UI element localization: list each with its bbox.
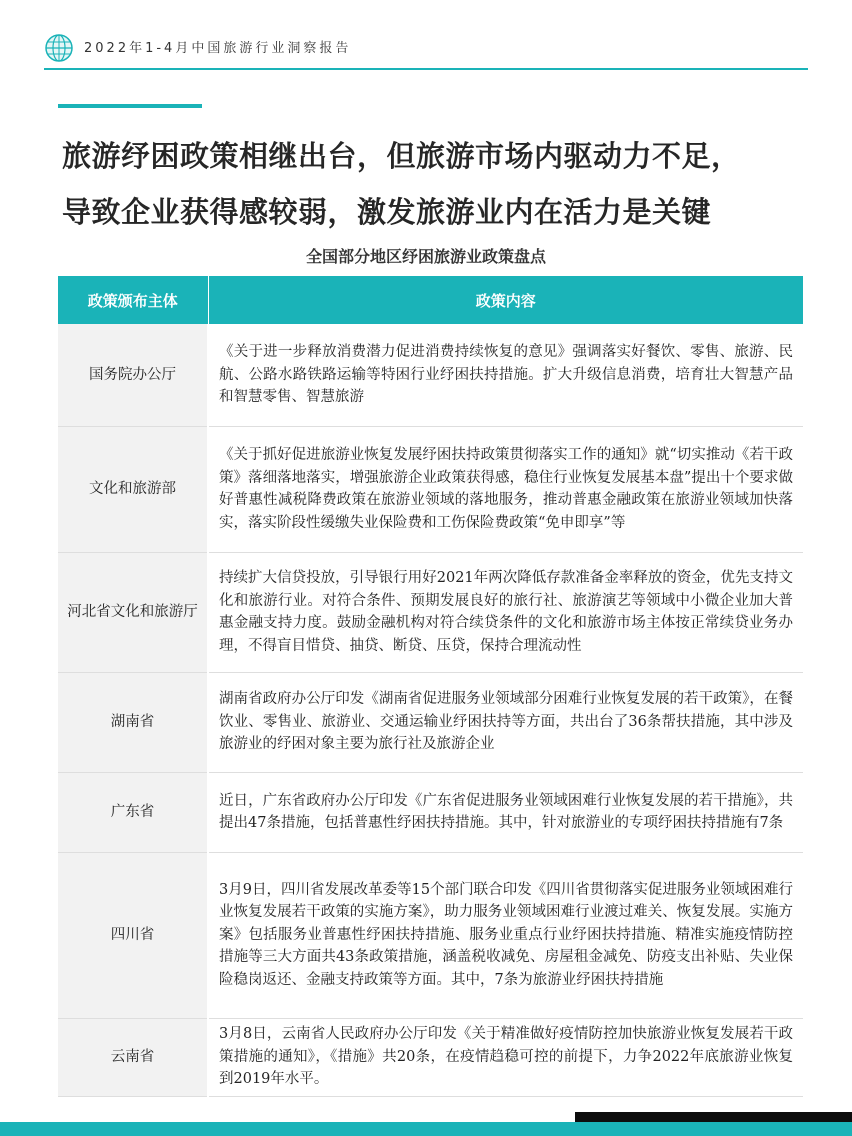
content-cell: 近日，广东省政府办公厅印发《广东省促进服务业领域困难行业恢复发展的若干措施》，共提出47条措施，包括普惠性纾困扶持措施。其中，针对旅游业的专项纾困扶持措施有7条 xyxy=(208,772,803,852)
table-row xyxy=(58,426,803,552)
content-cell: 3月8日，云南省人民政府办公厅印发《关于精准做好疫情防控加快旅游业恢复发展若干政策措施的通知》，《措施》共20条，在疫情趋稳可控的前提下，力争2022年底旅游业恢复到2019年水平。 xyxy=(208,1018,803,1096)
column-header-issuer: 政策颁布主体 xyxy=(58,276,208,324)
content-cell: 《关于进一步释放消费潜力促进消费持续恢复的意见》强调落实好餐饮、零售、旅游、民航、公路水路铁路运输等特困行业纾困扶持措施。扩大升级信息消费，培育壮大智慧产品和智慧零售、智慧旅游 xyxy=(208,324,803,426)
header-divider xyxy=(44,68,808,70)
report-title: 2022年1-4月中国旅游行业洞察报告 xyxy=(84,41,352,56)
content-cell: 湖南省政府办公厅印发《湖南省促进服务业领域部分困难行业恢复发展的若干政策》，在餐饮业、零售业、旅游业、交通运输业纾困扶持等方面，共出台了36条帮扶措施，其中涉及旅游业的纾困对象主要为旅行社及旅游企业 xyxy=(208,672,803,772)
issuer-cell: 国务院办公厅 xyxy=(58,324,208,426)
content-cell: 3月9日，四川省发展改革委等15个部门联合印发《四川省贯彻落实促进服务业领域困难行业恢复发展若干政策的实施方案》，助力服务业领域困难行业渡过难关、恢复发展。实施方案》包括服务业普惠性纾困扶持措施、服务业重点行业纾困扶持措施、精准实施疫情防控措施等三大方面共43条政策措施，涵盖税收减免、房屋租金减免、防疫支出补贴、失业保险稳岗返还、金融支持政策等方面。其中，7条为旅游业纾困扶持措施 xyxy=(208,852,803,1018)
column-header-content: 政策内容 xyxy=(208,276,803,324)
table-row xyxy=(58,324,803,426)
table-row xyxy=(58,672,803,772)
table-row xyxy=(58,852,803,1018)
headline-line-2: 导致企业获得感较弱，激发旅游业内在活力是关键 xyxy=(62,195,712,229)
footer-dark-bar xyxy=(575,1112,852,1122)
issuer-cell: 文化和旅游部 xyxy=(58,426,208,552)
issuer-cell: 云南省 xyxy=(58,1018,208,1096)
table-row xyxy=(58,552,803,672)
issuer-cell: 广东省 xyxy=(58,772,208,852)
footer-teal-bar xyxy=(0,1122,852,1136)
page-headline xyxy=(62,128,822,240)
globe-icon xyxy=(44,33,74,63)
table-header-row xyxy=(58,276,803,324)
content-cell: 《关于抓好促进旅游业恢复发展纾困扶持政策贯彻落实工作的通知》就“切实推动《若干政策》落细落地落实，增强旅游企业政策获得感，稳住行业恢复发展基本盘”提出十个要求做好普惠性减税降费政策在旅游业领域的落地服务，推动普惠金融政策在旅游业领域加快落实，落实阶段性缓缴失业保险费和工伤保险费政策“免申即享”等 xyxy=(208,426,803,552)
issuer-cell: 四川省 xyxy=(58,852,208,1018)
issuer-cell: 河北省文化和旅游厅 xyxy=(58,552,208,672)
policy-table xyxy=(58,276,803,1097)
issuer-cell: 湖南省 xyxy=(58,672,208,772)
table-caption: 全国部分地区纾困旅游业政策盘点 xyxy=(305,247,546,266)
content-cell: 持续扩大信贷投放，引导银行用好2021年两次降低存款准备金率释放的资金，优先支持文化和旅游行业。对符合条件、预期发展良好的旅行社、旅游演艺等领域中小微企业加大普惠金融支持力度。鼓励金融机构对符合续贷条件的文化和旅游市场主体按正常续贷业务办理，不得盲目惜贷、抽贷、断贷、压贷，保持合理流动性 xyxy=(208,552,803,672)
report-header xyxy=(0,0,852,72)
accent-bar xyxy=(58,104,202,108)
table-row xyxy=(58,772,803,852)
table-row xyxy=(58,1018,803,1096)
headline-line-1: 旅游纾困政策相继出台，但旅游市场内驱动力不足， xyxy=(62,139,741,173)
